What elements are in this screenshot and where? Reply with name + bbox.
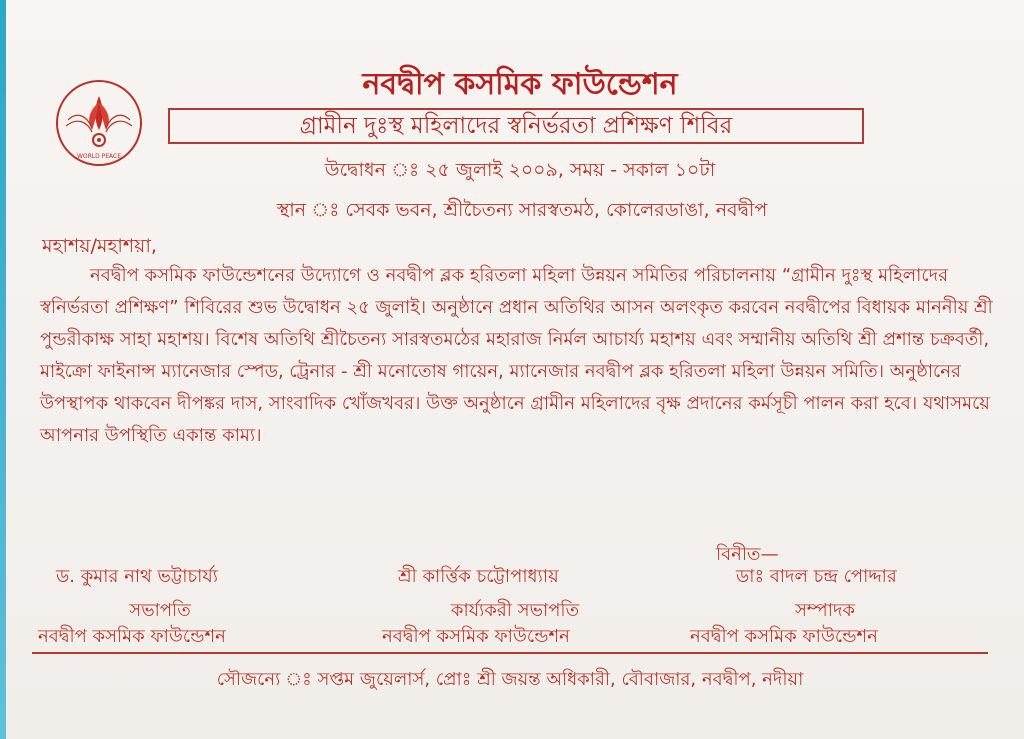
signatory-name-1: ড. কুমার নাথ ভট্টাচার্য্য bbox=[56, 566, 218, 587]
venue-line: স্থান ঃ সেবক ভবন, শ্রীচৈতন্য সারস্বতমঠ, কোলেরডাঙা, নবদ্বীপ bbox=[276, 199, 768, 221]
closing-text: বিনীত— bbox=[716, 544, 779, 565]
letter-body bbox=[40, 260, 1000, 452]
salutation: মহাশয়/মহাশয়া, bbox=[42, 235, 157, 257]
courtesy-footer: সৌজন্যে ঃ সপ্তম জুয়েলার্স, প্রোঃ শ্রী জয়ন্ত অধিকারী, বৌবাজার, নবদ্বীপ, নদীয়া bbox=[216, 669, 804, 690]
signatory-role-3: সম্পাদক bbox=[794, 600, 855, 621]
signatory-role-2: কার্য্যকরী সভাপতি bbox=[450, 600, 580, 621]
foundation-logo-icon bbox=[54, 78, 144, 168]
letter-paragraph: নবদ্বীপ কসমিক ফাউন্ডেশনের উদ্যোগে ও নবদ্বীপ ব্লক হরিতলা মহিলা উন্নয়ন সমিতির পরিচালনায় “গ্রামীন দুঃস্থ মহিলাদের স্বনির্ভরতা প্রশিক্ষণ” শিবিরের শুভ উদ্বোধন ২৫ জুলাই। অনুষ্ঠানে প্রধান অতিথির আসন অলংকৃত করবেন নবদ্বীপের বিধায়ক মাননীয় শ্রী পুন্ডরীকাক্ষ সাহা মহাশয়। বিশেষ অতিথি শ্রীচৈতন্য সারস্বতমঠের মহারাজ নির্মল আচার্য্য মহাশয় এবং সম্মানীয় অতিথি শ্রী প্রশান্ত চক্রবর্তী, মাইক্রো ফাইনান্স ম্যানেজার স্পেড, ট্রেনার - শ্রী মনোতোষ গায়েন, ম্যানেজার নবদ্বীপ ব্লক হরিতলা মহিলা উন্নয়ন সমিতি। অনুষ্ঠানের উপস্থাপক থাকবেন দীপঙ্কর দাস, সাংবাদিক খোঁজখবর। উক্ত অনুষ্ঠানে গ্রামীন মহিলাদের বৃক্ষ প্রদানের কর্মসূচী পালন করা হবে। যথাসময়ে আপনার উপস্থিতি একান্ত কাম্য। bbox=[40, 265, 993, 446]
signatory-name-3: ডাঃ বাদল চন্দ্র পোদ্দার bbox=[736, 566, 897, 587]
signatory-org-1: নবদ্বীপ কসমিক ফাউন্ডেশন bbox=[38, 626, 226, 647]
signatory-name-2: শ্রী কার্ত্তিক চট্টোপাধ্যায় bbox=[398, 566, 559, 587]
subtitle-banner bbox=[168, 108, 864, 144]
inauguration-line: উদ্বোধন ঃ ২৫ জুলাই ২০০৯, সময় - সকাল ১০টা bbox=[324, 159, 716, 181]
signatory-org-2: নবদ্বীপ কসমিক ফাউন্ডেশন bbox=[382, 626, 570, 647]
signatory-role-1: সভাপতি bbox=[129, 600, 191, 621]
subtitle-text: গ্রামীন দুঃস্থ মহিলাদের স্বনির্ভরতা প্রশিক্ষণ শিবির bbox=[299, 112, 733, 139]
signatory-org-3: নবদ্বীপ কসমিক ফাউন্ডেশন bbox=[690, 626, 878, 647]
page-title: নবদ্বীপ কসমিক ফাউন্ডেশন bbox=[362, 67, 678, 102]
footer-divider bbox=[32, 652, 988, 654]
card-edge bbox=[0, 0, 6, 739]
logo-text: WORLD PEACE bbox=[76, 153, 122, 160]
